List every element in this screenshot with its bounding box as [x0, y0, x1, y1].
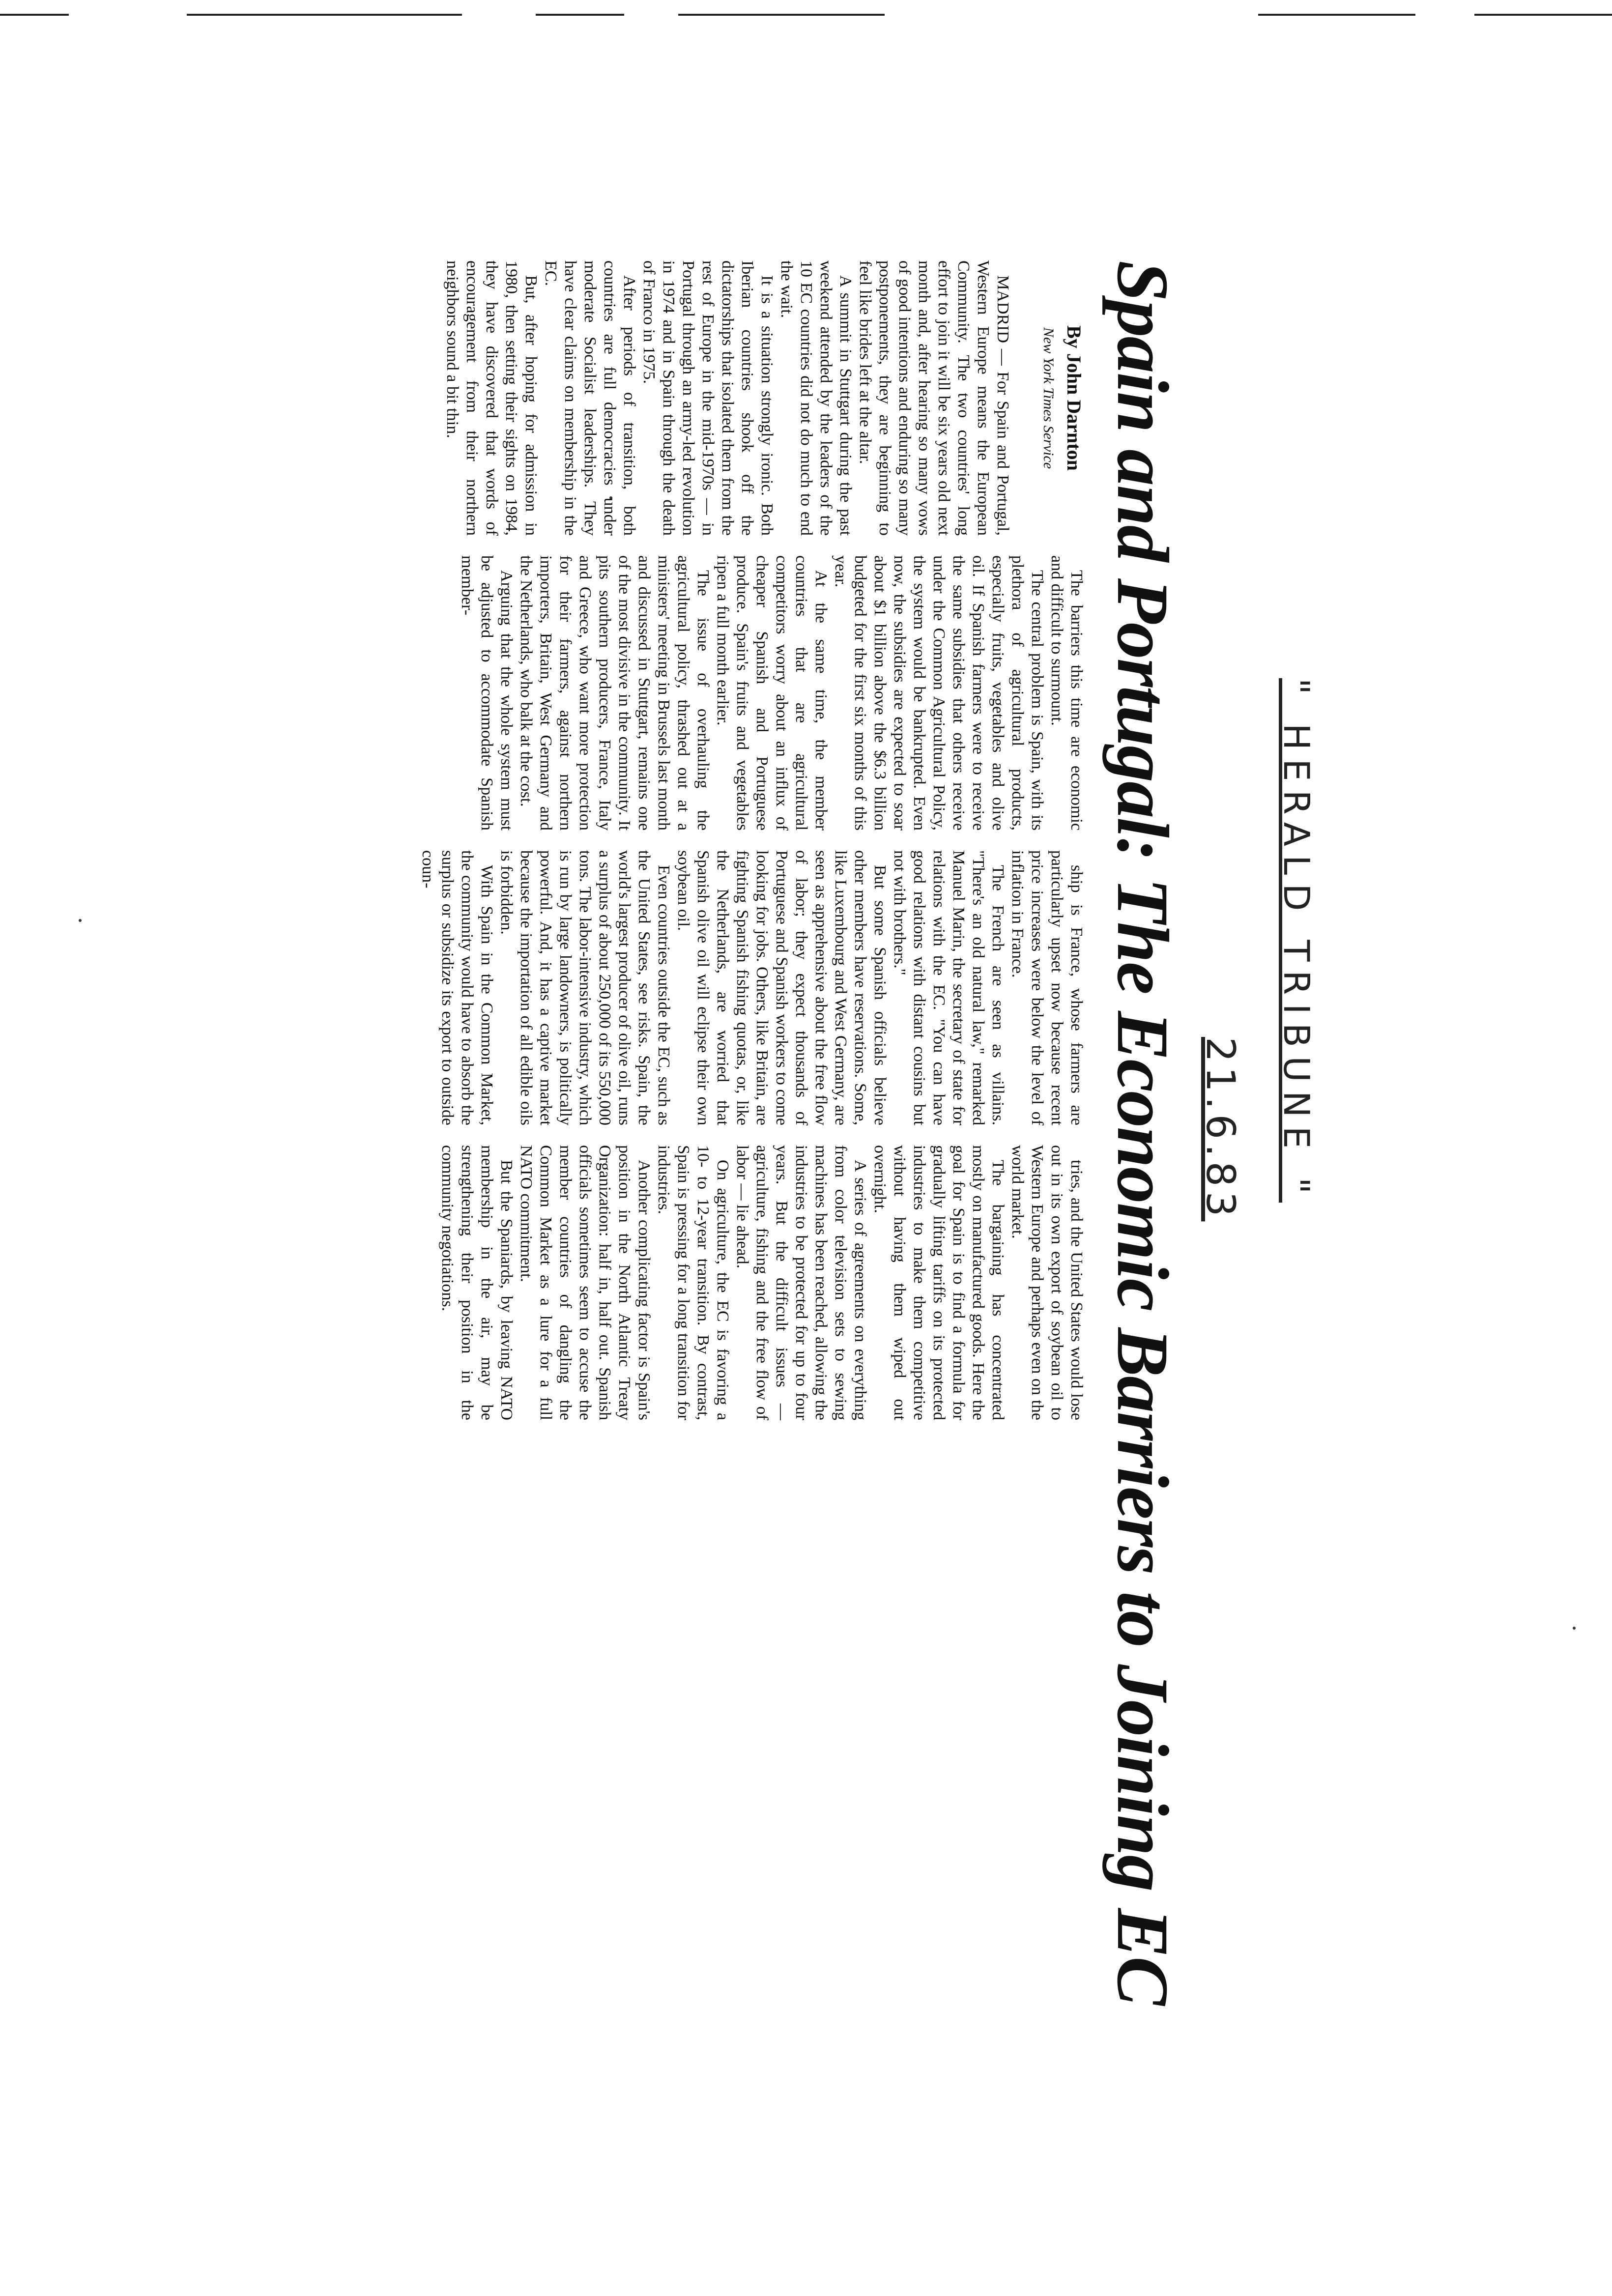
newspaper-clipping — [419, 260, 1189, 2005]
article-byline: By John Darnton — [1063, 325, 1085, 471]
paragraph: On agriculture, the EC is favoring a 10- to 12-year transition. By contrast, Spain is pressing for a long transition for industries. — [655, 1145, 732, 1420]
article-column-4 — [428, 1145, 1086, 1420]
source-date: 21.6.83 — [1198, 1037, 1243, 1222]
paragraph: It is a situation strongly ironic. Both Iberian countries shook off the dictatorships that isolated them from the rest of Europe in the mid-1970s — in Portugal through an army-led revolution in 1974 and in Spain through the death of Franco in 1975. — [640, 260, 776, 536]
paragraph: Another complicating factor is Spain's position in the North Atlantic Treaty Organization: half in, half out. Spanish officials sometimes seem to accuse the member countries of dangling the Common Market as a lure for a full NATO commitment. — [517, 1145, 653, 1420]
scan-edge-mark — [678, 14, 885, 16]
scan-speck — [1573, 1627, 1576, 1630]
paragraph: But some Spanish officials believe other members have reservations. Some, like Luxembourg and West Germany, are seen as apprehensive about the free flow of labor; they expect thousands of Portuguese and Spanish workers to come looking for jobs. Others, like Britain, are fighting Spanish fishing quotas, or, like the Netherlands, are worried that Spanish olive oil will eclipse their own soybean oil. — [674, 850, 889, 1125]
scan-edge-mark — [187, 14, 462, 16]
scan-edge-mark — [0, 14, 69, 16]
paragraph: The central problem is Spain, with its plethora of agricultural products, especially fruits, vegetables and olive oil. If Spanish farmers were to receive the same subsidies that others receive under the Common Agricultural Policy, the system would be bankrupted. Even now, the subsidies are expected to soar about $1 billion above the $6.3 billion budgeted for the first six months of this year. — [832, 555, 1046, 831]
paragraph: But the Spaniards, by leaving NATO membership in the air, may be strengthening their position in the community negotiations. — [438, 1145, 516, 1420]
paragraph: ship is France, whose farmers are particularly upset now because recent price increases were below the level of inflation in France. — [1008, 850, 1086, 1125]
scan-edge-mark — [1474, 14, 1612, 16]
article-column-1 — [428, 260, 1012, 536]
handwritten-source-annotation — [1170, 678, 1317, 1222]
article-column-3 — [419, 850, 1086, 1125]
scan-edge-mark — [1258, 14, 1415, 16]
paragraph: The issue of overhauling the agricultural policy, thrashed out at a ministers' meeting in Brussels last month and discussed in Stuttgart, remains one of the most divisive in the community. It pits southern producers, France, Italy and Greece, who want more protection for their farmers, against northern importers, Britain, West Germany and the Netherlands, who balk at the cost. — [517, 555, 712, 831]
paragraph: The French are seen as villains. "There's an old natural law," remarked Manuel Marin, the secretary of state for relations with the EC. "You can have good relations with distant cousins but not with brothers." — [891, 850, 1007, 1125]
paragraph: With Spain in the Common Market, the community would have to absorb the surplus or subsidize its export to outside coun- — [419, 850, 496, 1125]
paragraph: The barriers this time are economic and difficult to surmount. — [1048, 555, 1086, 831]
scan-edge-mark — [536, 14, 624, 16]
article-headline: Spain and Portugal: The Economic Barriers to Joining EC — [1102, 260, 1183, 2005]
paragraph: tries, and the United States would lose out in its own export of soybean oil to Western Europe and perhaps even on the world market. — [1008, 1145, 1086, 1420]
scan-speck — [79, 919, 82, 922]
paragraph: Even countries outside the EC, such as the United States, see risks. Spain, the world's largest producer of olive oil, runs a surplus of about 250,000 of its 550,000 tons. The labor-intensive industry, which is run by large landowners, is politically powerful. And, it has a captive market because the importation of all edible oils is forbidden. — [497, 850, 673, 1125]
paragraph: After periods of transition, both countries are full democracies under moderate Socialist leaderships. They have clear claims on membership in the EC. — [542, 260, 638, 536]
article-column-2 — [428, 555, 1086, 831]
paragraph: A series of agreements on everything from color television sets to sewing machines has been reached, allowing the industries to be protected for up to four years. But the difficult issues — agriculture, fishing and the free flow of labor — lie ahead. — [733, 1145, 869, 1420]
paragraph: At the same time, the member countries that are agricultural competitors worry about an influx of cheaper Spanish and Portuguese produce. Spain's fruits and vegetables ripen a full month earlier. — [714, 555, 830, 831]
news-service: New York Times Service — [1040, 327, 1057, 469]
paragraph: The bargaining has concentrated mostly on manufactured goods. Here the goal for Spain is to find a formula for gradually lifting tariffs on its protected industries to make them competitive without having them wiped out overnight. — [871, 1145, 1007, 1420]
paragraph: MADRID — For Spain and Portugal, Western Europe means the European Community. The two countries' long effort to join it will be six years old next month and, after hearing so many vows of good intentions and enduring so many postponements, they are beginning to feel like brides left at the altar. — [856, 260, 1012, 536]
source-newspaper: " HERALD TRIBUNE " — [1276, 678, 1317, 1203]
paragraph: A summit in Stuttgart during the past weekend attended by the leaders of the 10 EC countries did not do much to end the wait. — [777, 260, 855, 536]
paragraph: Arguing that the whole system must be adjusted to accommodate Spanish member- — [458, 555, 516, 831]
paragraph: But, after hoping for admission in 1980, then setting their sights on 1984, they have discovered that words of encouragement from their northern neighbors sound a bit thin. — [443, 260, 540, 536]
byline-block — [1015, 260, 1089, 536]
